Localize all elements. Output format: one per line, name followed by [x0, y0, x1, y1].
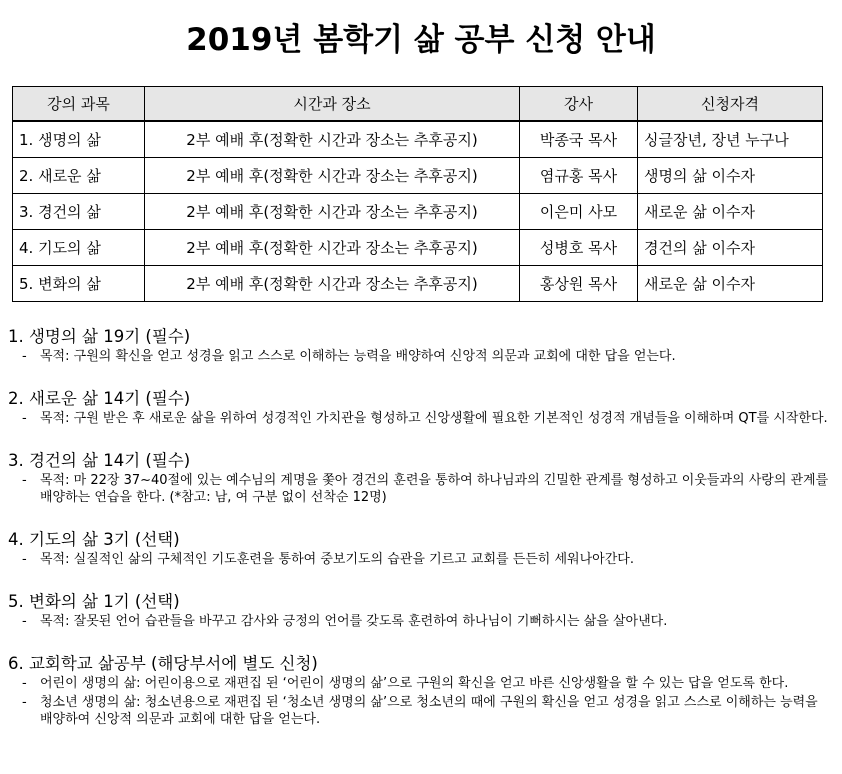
- bullet-dash: -: [22, 411, 27, 426]
- course-table: [12, 86, 823, 302]
- course-descriptions: [8, 326, 834, 751]
- line-label: 목적:: [40, 614, 70, 629]
- section-heading: 2. 새로운 삶 14기 (필수): [8, 389, 191, 408]
- cell-instructor: 염규홍 목사: [520, 158, 638, 194]
- cell-instructor: 홍상원 목사: [520, 266, 638, 302]
- bullet-dash: -: [22, 349, 27, 364]
- bullet-dash: -: [22, 552, 27, 567]
- table-header-row: [13, 87, 823, 122]
- cell-eligibility: 경건의 삶 이수자: [638, 230, 823, 266]
- bullet-dash: -: [22, 614, 27, 629]
- bullet-dash: -: [22, 695, 27, 710]
- cell-eligibility: 새로운 삶 이수자: [638, 194, 823, 230]
- cell-course: 2. 새로운 삶: [13, 158, 145, 194]
- purpose-line: [8, 348, 834, 365]
- line-text: 청소년용으로 재편집 된 ‘청소년 생명의 삶’으로 청소년의 때에 구원의 확신을 얻고 성경을 읽고 스스로 이해하는 능력을 배양하여 신앙적 의문과 교회에 대한 답을 얻는다.: [40, 695, 818, 727]
- table-row: [13, 266, 823, 302]
- cell-time-place: 2부 예배 후(정확한 시간과 장소는 추후공지): [145, 194, 520, 230]
- cell-course: 5. 변화의 삶: [13, 266, 145, 302]
- line-label: 목적:: [40, 349, 70, 364]
- bullet-dash: -: [22, 473, 27, 488]
- cell-instructor: 성병호 목사: [520, 230, 638, 266]
- line-text: 어린이용으로 재편집 된 ‘어린이 생명의 삶’으로 구원의 확신을 얻고 바른 신앙생활을 할 수 있는 답을 얻도록 한다.: [144, 676, 789, 691]
- cell-eligibility: 생명의 삶 이수자: [638, 158, 823, 194]
- section-church-school: [8, 653, 834, 728]
- line-text: 구원의 확신을 얻고 성경을 읽고 스스로 이해하는 능력을 배양하여 신앙적 의문과 교회에 대한 답을 얻는다.: [73, 349, 676, 364]
- header-time-place: 시간과 장소: [145, 87, 520, 122]
- section-heading: 6. 교회학교 삶공부 (해당부서에 별도 신청): [8, 654, 318, 673]
- line-label: 청소년 생명의 삶:: [40, 695, 141, 710]
- section-heading: 5. 변화의 삶 1기 (선택): [8, 592, 180, 611]
- cell-time-place: 2부 예배 후(정확한 시간과 장소는 추후공지): [145, 121, 520, 158]
- bullet-dash: -: [22, 676, 27, 691]
- line-label: 목적:: [40, 473, 70, 488]
- cell-course: 4. 기도의 삶: [13, 230, 145, 266]
- cell-eligibility: 싱글장년, 장년 누구나: [638, 121, 823, 158]
- line-label: 목적:: [40, 552, 70, 567]
- line-text: 마 22장 37~40절에 있는 예수님의 계명을 쫓아 경건의 훈련을 통하여 하나님과의 긴밀한 관계를 형성하고 이웃들과의 사랑의 관계를 배양하는 연습을 한다. (*참고: 남, 여 구분 없이 선착순 12명): [40, 473, 829, 505]
- youth-life-line: [8, 694, 834, 728]
- section-prayer: [8, 529, 834, 568]
- purpose-line: [8, 410, 834, 427]
- cell-instructor: 이은미 사모: [520, 194, 638, 230]
- line-text: 구원 받은 후 새로운 삶을 위하여 성경적인 가치관을 형성하고 신앙생활에 필요한 기본적인 성경적 개념들을 이해하며 QT를 시작한다.: [73, 411, 828, 426]
- section-new-life: [8, 388, 834, 427]
- table-row: [13, 230, 823, 266]
- purpose-line: [8, 613, 834, 630]
- line-label: 어린이 생명의 삶:: [40, 676, 141, 691]
- table-row: [13, 121, 823, 158]
- section-change: [8, 591, 834, 630]
- cell-time-place: 2부 예배 후(정확한 시간과 장소는 추후공지): [145, 230, 520, 266]
- cell-instructor: 박종국 목사: [520, 121, 638, 158]
- purpose-line: [8, 472, 834, 506]
- table-row: [13, 158, 823, 194]
- header-instructor: 강사: [520, 87, 638, 122]
- header-eligibility: 신청자격: [638, 87, 823, 122]
- cell-course: 3. 경건의 삶: [13, 194, 145, 230]
- line-text: 잘못된 언어 습관들을 바꾸고 감사와 긍정의 언어를 갖도록 훈련하여 하나님이 기뻐하시는 삶을 살아낸다.: [73, 614, 668, 629]
- line-text: 실질적인 삶의 구체적인 기도훈련을 통하여 중보기도의 습관을 기르고 교회를 든든히 세워나아간다.: [73, 552, 634, 567]
- section-heading: 4. 기도의 삶 3기 (선택): [8, 530, 180, 549]
- section-heading: 3. 경건의 삶 14기 (필수): [8, 451, 191, 470]
- header-course: 강의 과목: [13, 87, 145, 122]
- table-row: [13, 194, 823, 230]
- section-life: [8, 326, 834, 365]
- cell-course: 1. 생명의 삶: [13, 121, 145, 158]
- section-heading: 1. 생명의 삶 19기 (필수): [8, 327, 191, 346]
- purpose-line: [8, 551, 834, 568]
- page-title: 2019년 봄학기 삶 공부 신청 안내: [186, 22, 656, 58]
- line-label: 목적:: [40, 411, 70, 426]
- cell-time-place: 2부 예배 후(정확한 시간과 장소는 추후공지): [145, 266, 520, 302]
- section-devotion: [8, 450, 834, 506]
- children-life-line: [8, 675, 834, 692]
- cell-eligibility: 새로운 삶 이수자: [638, 266, 823, 302]
- cell-time-place: 2부 예배 후(정확한 시간과 장소는 추후공지): [145, 158, 520, 194]
